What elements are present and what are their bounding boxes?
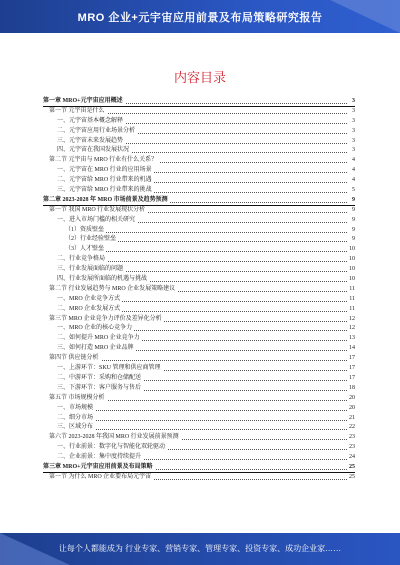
toc-entry[interactable] <box>43 97 355 107</box>
toc-leader-dots <box>57 410 347 411</box>
toc-page-number: 4 <box>352 157 355 164</box>
toc-page-number: 14 <box>349 345 355 352</box>
toc-page-number: 9 <box>352 196 355 203</box>
report-title: MRO 企业+元宇宙应用前景及布局策略研究报告 <box>77 12 323 24</box>
toc-entry-text: 三、元宇宙未来发展趋势 <box>57 137 125 147</box>
toc-entry[interactable] <box>43 127 355 137</box>
toc-entry[interactable] <box>43 137 355 147</box>
report-footer <box>0 533 400 565</box>
toc-page-number: 17 <box>349 355 355 362</box>
toc-page-number: 10 <box>349 256 355 263</box>
toc-entry[interactable] <box>43 176 355 186</box>
footer-slogan: 让每个人都能成为 行业专家、营销专家、管理专家、投资专家、成功企业家…… <box>58 544 342 553</box>
toc-entry-text: 第二节 元宇宙与 MRO 行业有什么关系？ <box>49 156 159 166</box>
toc-entry[interactable] <box>43 166 355 176</box>
toc-entry-text: 二、企业前景：集中度持续提升 <box>57 453 143 463</box>
table-of-contents <box>43 97 355 483</box>
toc-entry-text: 三、下游环节：客户服务与售后 <box>57 384 143 394</box>
toc-entry-text: 四、行业发展所面临的机遇与挑战 <box>57 275 149 285</box>
toc-page-number: 9 <box>352 206 355 213</box>
toc-page-number: 20 <box>349 394 355 401</box>
toc-page-number: 3 <box>352 98 355 104</box>
toc-entry[interactable] <box>43 414 355 424</box>
toc-entry-text: 第一节 为什么 MRO 企业要布局元宇宙 <box>49 473 153 483</box>
toc-page-number: 10 <box>349 276 355 283</box>
toc-page-number: 4 <box>352 177 355 184</box>
toc-page-number: 4 <box>352 167 355 174</box>
toc-page-number: 5 <box>352 187 355 194</box>
toc-entry-text: 第四节 供应链分析 <box>49 354 101 364</box>
toc-entry[interactable] <box>43 186 355 196</box>
toc-entry-text: 二、如何提升 MRO 企业竞争力 <box>57 334 142 344</box>
toc-entry-text: 三、元宇宙给 MRO 行业带来的挑战 <box>57 186 154 196</box>
toc-entry-text: 第二章 2023-2028 年 MRO 市场前景及趋势预测 <box>43 196 170 206</box>
toc-page-number: 13 <box>349 335 355 342</box>
toc-page-number: 9 <box>352 216 355 223</box>
toc-entry-text: 二、元宇宙应用行业场景分析 <box>57 127 137 137</box>
toc-entry[interactable] <box>43 344 355 354</box>
toc-entry[interactable] <box>43 117 355 127</box>
toc-heading: 内容目录 <box>173 70 226 85</box>
toc-page-number: 9 <box>352 236 355 243</box>
toc-page-number: 9 <box>352 226 355 233</box>
toc-page-number: 11 <box>349 285 355 292</box>
toc-entry-text: 第一节 我国 MRO 行业发展现状分析 <box>49 206 147 216</box>
toc-entry[interactable] <box>43 235 355 245</box>
toc-entry[interactable] <box>43 354 355 364</box>
toc-page-number: 3 <box>352 127 355 134</box>
toc-entry-text: 二、细分市场 <box>57 414 95 424</box>
toc-entry-text: 第五节 市场规模分析 <box>49 394 107 404</box>
toc-entry[interactable] <box>43 196 355 206</box>
toc-page-number: 24 <box>349 454 355 461</box>
toc-page-number: 11 <box>349 305 355 312</box>
toc-entry-text: 三、如何打造 MRO 企业品牌 <box>57 344 136 354</box>
toc-entry-text: 一、市场规模 <box>57 404 95 414</box>
toc-entry[interactable] <box>43 226 355 236</box>
toc-entry-text: 一、行业前景：数字化与智能化双轮驱动 <box>57 443 167 453</box>
toc-entry-text: 一、上游环节：SKU 管理和供应商管理 <box>57 364 163 374</box>
toc-entry[interactable] <box>43 423 355 433</box>
toc-entry-text: （2）行业经验壁垒 <box>65 235 118 245</box>
toc-entry-text: 一、MRO 企业的核心竞争力 <box>57 324 134 334</box>
toc-entry-text: 四、元宇宙在我国发展状况 <box>57 146 131 156</box>
toc-entry-text: 第三章 MRO+元宇宙应用前景及布局策略 <box>43 463 155 473</box>
toc-entry[interactable] <box>43 433 355 443</box>
toc-entry-text: 三、区域分布 <box>57 423 95 433</box>
toc-page-number: 23 <box>349 444 355 451</box>
toc-entry[interactable] <box>43 285 355 295</box>
toc-page-number: 20 <box>349 404 355 411</box>
toc-entry[interactable] <box>43 295 355 305</box>
toc-page-number: 11 <box>349 295 355 302</box>
toc-entry[interactable] <box>43 394 355 404</box>
toc-entry[interactable] <box>43 305 355 315</box>
toc-entry-text: 第一章 MRO+元宇宙应用概述 <box>43 97 125 107</box>
toc-page-number: 25 <box>349 473 355 480</box>
toc-entry[interactable] <box>43 334 355 344</box>
toc-page-number: 17 <box>349 374 355 381</box>
toc-entry[interactable] <box>43 374 355 384</box>
toc-entry[interactable] <box>43 364 355 374</box>
toc-entry-text: 二、MRO 企业发展方式 <box>57 305 122 315</box>
toc-entry[interactable] <box>43 206 355 216</box>
toc-page-number: 10 <box>349 246 355 253</box>
toc-page-number: 22 <box>349 424 355 431</box>
toc-page-number: 21 <box>349 414 355 421</box>
toc-entry-text: 第二节 行业发展趋势与 MRO 企业发展策略建议 <box>49 285 177 295</box>
toc-entry[interactable] <box>43 255 355 265</box>
toc-entry[interactable] <box>43 404 355 414</box>
toc-entry-text: 二、行业竞争格局 <box>57 255 107 265</box>
toc-entry-text: 第三节 MRO 企业竞争力评价及差异化分析 <box>49 315 164 325</box>
toc-entry-text: （3）人才壁垒 <box>65 245 106 255</box>
toc-page-number: 3 <box>352 147 355 154</box>
toc-entry-text: 三、行业发展面临的问题 <box>57 265 125 275</box>
toc-leader-dots <box>65 251 347 252</box>
toc-page-number: 12 <box>349 315 355 322</box>
toc-entry-text: 一、元宇宙在 MRO 行业的应用场景 <box>57 166 154 176</box>
toc-entry-text: 二、元宇宙给 MRO 行业带来的机遇 <box>57 176 154 186</box>
report-header <box>0 0 400 33</box>
toc-entry[interactable] <box>43 315 355 325</box>
toc-entry-text: 第六节 2023-2028 年我国 MRO 行业发展前景预测 <box>49 433 181 443</box>
toc-entry-text: 二、中游环节：采购和仓储配送 <box>57 374 143 384</box>
toc-entry[interactable] <box>43 473 355 483</box>
toc-entry[interactable] <box>43 324 355 334</box>
toc-entry[interactable] <box>43 384 355 394</box>
toc-entry[interactable] <box>43 156 355 166</box>
toc-entry[interactable] <box>43 463 355 473</box>
toc-entry[interactable] <box>43 275 355 285</box>
toc-page-number: 3 <box>352 107 355 114</box>
toc-page-number: 23 <box>349 434 355 441</box>
toc-entry[interactable] <box>43 443 355 453</box>
toc-leader-dots <box>65 232 347 233</box>
toc-page-number: 3 <box>352 137 355 144</box>
toc-entry[interactable] <box>43 453 355 463</box>
toc-entry-text: 第一节 元宇宙是什么 <box>49 107 107 117</box>
toc-page-number: 12 <box>349 325 355 332</box>
toc-page-number: 10 <box>349 266 355 273</box>
toc-entry-text: 一、MRO 企业竞争方式 <box>57 295 122 305</box>
toc-entry-text: 一、元宇宙基本概念解释 <box>57 117 125 127</box>
toc-entry[interactable] <box>43 245 355 255</box>
toc-entry[interactable] <box>43 146 355 156</box>
toc-page-number: 17 <box>349 365 355 372</box>
toc-entry[interactable] <box>43 216 355 226</box>
toc-page-number: 3 <box>352 117 355 124</box>
toc-page-number: 18 <box>349 384 355 391</box>
toc-entry[interactable] <box>43 265 355 275</box>
toc-entry-text: 一、进入市场门槛的相关研究 <box>57 216 137 226</box>
toc-entry[interactable] <box>43 107 355 117</box>
toc-leader-dots <box>57 420 347 421</box>
toc-entry-text: （1）资质壁垒 <box>65 226 106 236</box>
toc-leader-dots <box>57 429 347 430</box>
toc-page-number: 25 <box>349 463 355 470</box>
